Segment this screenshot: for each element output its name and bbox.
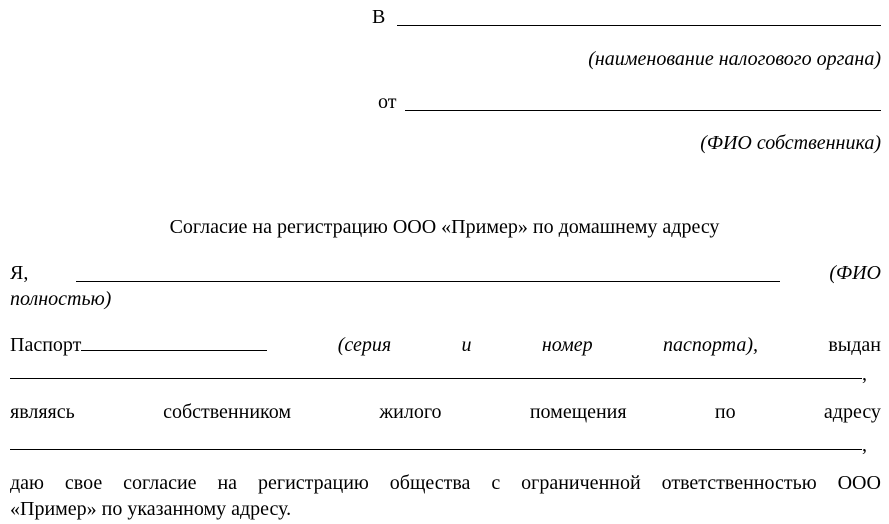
passport-row <box>10 332 881 355</box>
tax-authority-hint: (наименование налогового органа) <box>588 48 881 70</box>
consent-word: ответственностью <box>661 472 817 494</box>
owner-name-blank[interactable] <box>405 110 881 111</box>
property-address-blank[interactable] <box>10 449 862 450</box>
applicant-full-name-blank[interactable] <box>76 281 780 282</box>
consent-line-1 <box>10 473 881 493</box>
passport-hint-word: паспорта), <box>663 334 758 356</box>
owner-word: являясь <box>10 401 75 423</box>
passport-label: Паспорт <box>10 334 82 356</box>
owner-word: по <box>714 401 736 423</box>
consent-line-2: «Пример» по указанному адресу. <box>10 498 292 520</box>
issued-by-comma: , <box>862 363 867 385</box>
document-title: Согласие на регистрацию ООО «Пример» по домашнему адресу <box>169 216 720 238</box>
applicant-prefix: Я, <box>10 262 29 284</box>
issued-label: выдан <box>828 334 881 356</box>
owner-row <box>10 402 881 422</box>
consent-word: даю <box>10 472 44 494</box>
owner-word: адресу <box>823 401 881 423</box>
passport-hint-word: и <box>461 334 472 356</box>
consent-word: ООО <box>837 472 881 494</box>
consent-word: на <box>217 472 238 494</box>
full-name-hint-part2: полностью) <box>10 288 112 310</box>
passport-hint-word: (серия <box>337 334 392 356</box>
consent-word: общества <box>389 472 471 494</box>
owner-word: помещения <box>529 401 627 423</box>
consent-word: согласие <box>123 472 197 494</box>
from-prefix: от <box>378 91 397 113</box>
full-name-hint-part1: (ФИО <box>829 262 881 284</box>
owner-word: собственником <box>163 401 292 423</box>
passport-label-group <box>10 332 267 355</box>
owner-word: жилого <box>379 401 442 423</box>
issued-by-blank[interactable] <box>10 378 862 379</box>
consent-word: регистрацию <box>257 472 369 494</box>
passport-blank[interactable] <box>81 332 267 351</box>
passport-hint-word: номер <box>541 334 593 356</box>
consent-word: ограниченной <box>521 472 641 494</box>
consent-word: с <box>491 472 501 494</box>
owner-name-hint: (ФИО собственника) <box>700 132 881 154</box>
consent-word: свое <box>64 472 103 494</box>
tax-authority-blank[interactable] <box>397 25 881 26</box>
to-prefix: В <box>372 6 386 28</box>
address-comma: , <box>862 434 867 456</box>
